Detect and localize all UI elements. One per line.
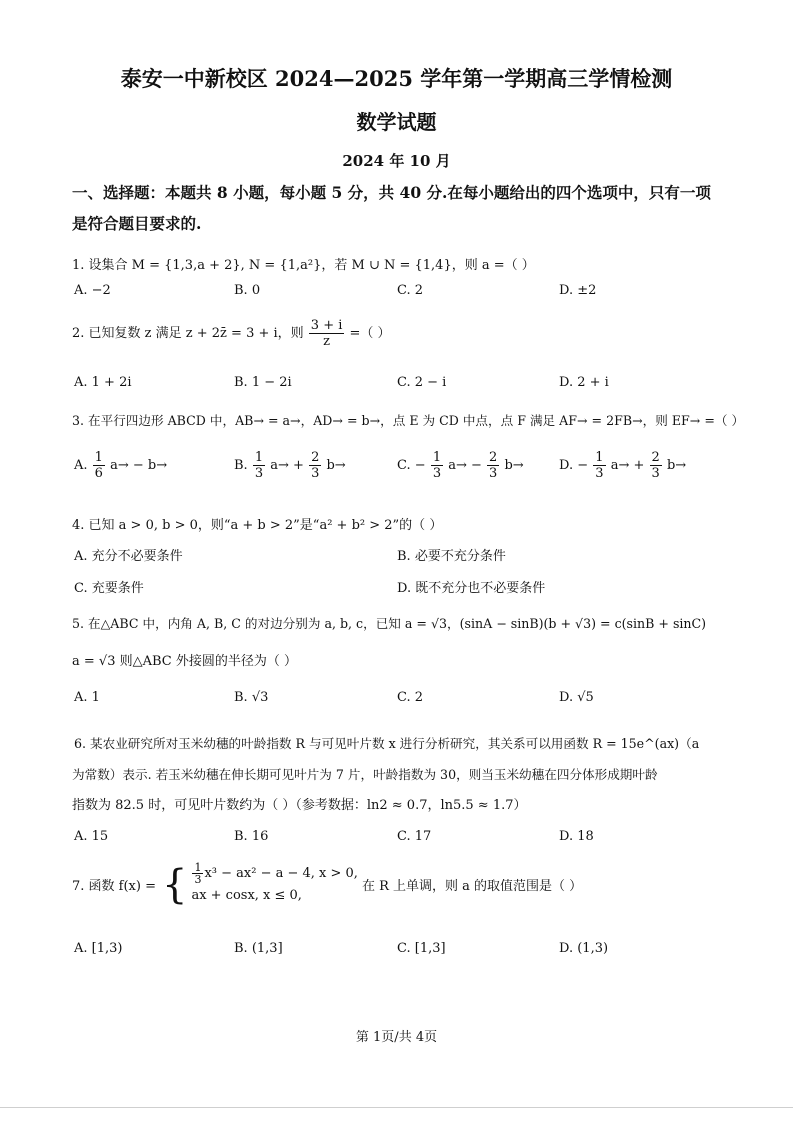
question-2-stem-end: =（ ） [349,326,391,341]
exam-date: 2024 年 10 月 [342,152,451,170]
question-2-fraction-num: 3 + i [310,318,343,333]
question-3-option-d-fraction-1 [593,450,605,481]
question-4-option-b: B. 必要不充分条件 [397,549,506,564]
question-1-option-b: B. 0 [234,283,261,298]
fraction-den: 3 [311,466,320,481]
question-2-option-b: B. 1 − 2i [234,375,292,390]
fraction-num: 2 [311,450,320,465]
question-3-option-a [74,450,167,481]
fraction-num: 1 [254,450,264,465]
question-3-option-c-fraction-2 [487,450,499,481]
question-3-option-b-label: B. [234,458,248,473]
question-3-option-c-text-1: a→ − [448,458,482,473]
section-heading-line1: 一、选择题：本题共 8 小题，每小题 5 分，共 40 分.在每小题给出的四个选项中，只有一项 [72,183,711,202]
page-divider [0,1107,793,1108]
question-6-option-c: C. 17 [397,829,432,844]
question-4-option-a: A. 充分不必要条件 [74,549,183,564]
question-7-piecewise [162,862,358,907]
question-3-option-d [559,450,686,481]
question-3-option-d-label: D. [559,458,574,473]
question-6-line2: 为常数）表示. 若玉米幼穗在伸长期可见叶片为 7 片，叶龄指数为 30，则当玉米幼穗在四分体形成期叶龄 [72,767,658,782]
question-1-option-d: D. ±2 [559,283,597,298]
question-3-option-c-sign: − [414,458,426,473]
question-6-option-d: D. 18 [559,829,594,844]
question-1-stem: 1. 设集合 M = {1,3,a + 2}, N = {1,a²}，若 M ∪ N = {1,4}，则 a =（ ） [72,258,535,273]
question-7-stem [72,862,582,907]
question-4-option-d: D. 既不充分也不必要条件 [397,581,546,596]
question-3-option-b-fraction-2 [309,450,321,481]
question-3-option-b-fraction-1 [253,450,265,481]
question-2-stem [72,318,391,349]
fraction-den: 3 [489,466,498,481]
fraction-den: 3 [432,466,442,481]
question-5-option-b: B. √3 [234,690,269,705]
fraction-num: 1 [432,450,442,465]
question-2-fraction-den: z [323,334,331,349]
question-7-piece-2: ax + cosx, x ≤ 0, [191,888,302,903]
question-3-stem: 3. 在平行四边形 ABCD 中，AB→ = a→，AD→ = b→，点 E 为 CD 中点，点 F 满足 AF→ = 2FB→，则 EF→ =（ ） [72,413,745,428]
brace-icon: { [161,861,188,908]
exam-title: 泰安一中新校区 2024—2025 学年第一学期高三学情检测 [120,66,673,91]
question-2-fraction [309,318,345,349]
question-1-option-a: A. −2 [74,283,111,298]
question-3-option-a-text: a→ − b→ [110,458,168,473]
question-6-line3: 指数为 82.5 时，可见叶片数约为（ ）（参考数据：ln2 ≈ 0.7，ln5.5 ≈ 1.7） [72,798,527,813]
question-3-option-b [234,450,346,481]
question-7-piece-1-fraction [192,862,203,885]
question-3-option-d-text-1: a→ + [610,458,645,473]
question-3-option-c-label: C. [397,458,411,473]
question-6-line1: 6. 某农业研究所对玉米幼穗的叶龄指数 R 与可见叶片数 x 进行分析研究，其关系可以用函数 R = 15e^(ax)（a [74,736,700,751]
question-3-option-d-sign: − [577,458,589,473]
question-3-option-c-text-2: b→ [504,458,524,473]
question-3-option-c [397,450,524,481]
question-6-option-a: A. 15 [74,829,109,844]
question-3-option-b-text-1: a→ + [270,458,304,473]
question-5-line1: 5. 在△ABC 中，内角 A, B, C 的对边分别为 a, b, c，已知 a = √3，(sinA − sinB)(b + √3) = c(sinB + sinC) [72,616,707,631]
fraction-num: 2 [489,450,498,465]
question-2-stem-text: 2. 已知复数 z 满足 z + 2z̄ = 3 + i，则 [72,326,304,341]
subject-title: 数学试题 [356,110,437,134]
page-footer: 第 1页/共 4页 [355,1030,438,1045]
question-7-piece-1-text: x³ − ax² − a − 4, x > 0, [204,866,358,881]
fraction-den: 3 [651,466,660,481]
question-7-stem-end: 在 R 上单调，则 a 的取值范围是（ ） [361,879,583,894]
question-4-option-c: C. 充要条件 [74,581,144,596]
fraction-den: 3 [194,873,202,886]
fraction-num: 2 [651,450,660,465]
question-6-option-b: B. 16 [234,829,269,844]
question-5-option-a: A. 1 [74,690,100,705]
question-3-option-a-label: A. [74,458,88,473]
question-7-option-c: C. [1,3] [397,941,446,956]
fraction-num: 1 [94,450,103,465]
question-3-option-b-text-2: b→ [326,458,346,473]
question-3-option-d-text-2: b→ [666,458,687,473]
fraction-den: 3 [595,466,604,481]
question-2-option-d: D. 2 + i [559,375,609,390]
fraction-den: 6 [94,466,103,481]
question-2-option-a: A. 1 + 2i [74,375,132,390]
question-3-option-c-fraction-1 [431,450,443,481]
question-3-option-d-fraction-2 [650,450,662,481]
question-1-option-c: C. 2 [397,283,424,298]
question-5-option-c: C. 2 [397,690,424,705]
question-7-option-b: B. (1,3] [234,941,283,956]
fraction-num: 1 [194,861,202,874]
question-7-option-d: D. (1,3) [559,941,609,956]
question-5-line2: a = √3 则△ABC 外接圆的半径为（ ） [72,654,297,669]
question-7-stem-text: 7. 函数 f(x) = [72,879,156,894]
fraction-num: 1 [595,450,604,465]
question-5-option-d: D. √5 [559,690,594,705]
section-heading-line2: 是符合题目要求的. [72,214,202,233]
question-7-option-a: A. [1,3) [74,941,123,956]
question-7-piece-rows [191,862,358,907]
question-3-option-a-fraction [93,450,105,481]
question-4-stem: 4. 已知 a > 0, b > 0，则“a + b > 2”是“a² + b² > 2”的（ ） [72,518,443,533]
fraction-den: 3 [254,466,264,481]
question-2-option-c: C. 2 − i [397,375,447,390]
question-7-piece-1 [191,862,358,885]
